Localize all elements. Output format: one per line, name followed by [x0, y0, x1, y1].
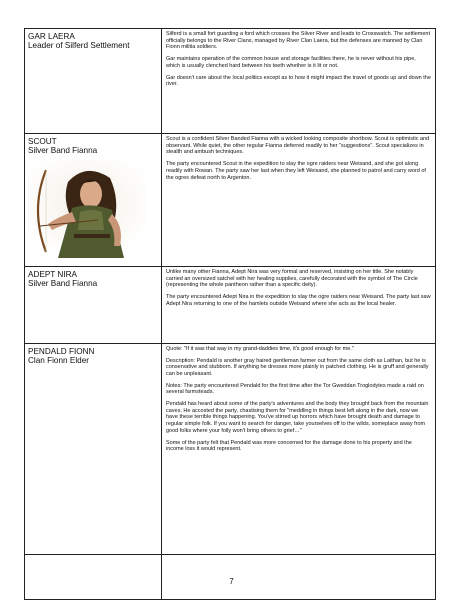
description-paragraph: Silferd is a small fort guarding a ford which crosses the Silver River and leads to Crosswatch. The settlement officially belongs to the River Clans, managed by River Clan Laera, but the defenses are manned by Clan Fionn militia soldiers. — [166, 31, 431, 51]
npc-name-cell — [25, 29, 162, 134]
description-paragraph: Pendald has heard about some of the party's adventures and the body they brought back from the mountain caves. He accosted the party, chastising them for "meddling in things best left along in the dark, now we have these terrible things happening. You've stirred up horrors which have brought death and damage to regular simple folk. If you want to search for danger, take yourselves off to the wilds, someplace away from good folks where your folly won't bring others to grief…" — [166, 401, 429, 434]
npc-table-sheet — [24, 28, 436, 600]
description-paragraph: Description: Pendald is another gray haired gentleman farmer out from the same cloth as Laithan, but he is conservative and stubborn. If anything he dresses more plainly in patched clothing. He is gruff and generally can be unpleasant. — [166, 357, 429, 377]
npc-role: Clan Fionn Elder — [28, 356, 89, 366]
scout-portrait-image — [28, 160, 146, 258]
npc-description-cell — [162, 29, 436, 134]
npc-quote: Quote: "If it was that way in my grand-daddies time, it's good enough for me." — [166, 345, 354, 352]
description-paragraph: Notes: The party encountered Pendald for the first time after the Tor Gweddan Troglodytes made a raid on several farmsteads. — [166, 382, 424, 396]
table-row — [25, 134, 436, 267]
npc-table — [24, 28, 436, 600]
npc-name: GAR LAERA — [28, 32, 75, 41]
npc-role: Leader of Silferd Settlement — [28, 41, 130, 51]
npc-description-cell — [162, 266, 436, 343]
description-paragraph: Unlike many other Fianna, Adept Nira was very formal and reserved, insisting on her title. She notably carried an oversized satchel with her healing supplies, carefully decorated with the symbol of The Circle (representing the whole pantheon rather than a specific deity). — [166, 268, 418, 289]
table-row — [25, 266, 436, 343]
npc-role: Silver Band Fianna — [28, 146, 98, 156]
page-number: 7 — [229, 577, 234, 586]
description-paragraph: Gar doesn't care about the local politics except as to how it might impact the travel of goods up and down the river. — [166, 74, 431, 88]
table-row — [25, 343, 436, 554]
description-paragraph: The party encountered Scout in the expedition to slay the ogre raiders near Weisand, and she got along readily with Rowan. The party saw her last when they left Weisand, she planned to patrol and carry word of the ogres defeat north to Argenton. — [166, 161, 426, 181]
npc-name-cell — [25, 343, 162, 554]
npc-role: Silver Band Fianna — [28, 279, 98, 289]
npc-name: SCOUT — [28, 137, 57, 146]
npc-name-cell — [25, 266, 162, 343]
description-paragraph: Some of the party felt that Pendald was more concerned for the damage done to his property and the income loss it would represent. — [166, 439, 412, 453]
npc-name: ADEPT NIRA — [28, 269, 77, 279]
description-paragraph: The party encountered Adept Nira in the expedition to slay the ogre raiders near Weisand. The party last saw Adept Nira returning to one of the hamlets outside Weisand where she acts as the local healer. — [166, 293, 431, 307]
npc-name-cell — [25, 134, 162, 267]
description-paragraph: Gar maintains operation of the common house and storage facilities there, he is never without his pipe, which is usually clenched hard between his teeth whether is it lit or not. — [166, 56, 416, 69]
table-row — [25, 29, 436, 134]
npc-name: PENDALD FIONN — [28, 346, 95, 356]
npc-description-cell — [162, 134, 436, 267]
npc-description-cell — [162, 343, 436, 554]
description-paragraph: Scout is a confident Silver Banded Fianna with a wicked looking composite shortbow. Scout is optimistic and observant. While quiet, the other regular Fianna deferred readily to her "suggestions". Scout specializes in stealth and ambush techniques. — [166, 136, 430, 156]
